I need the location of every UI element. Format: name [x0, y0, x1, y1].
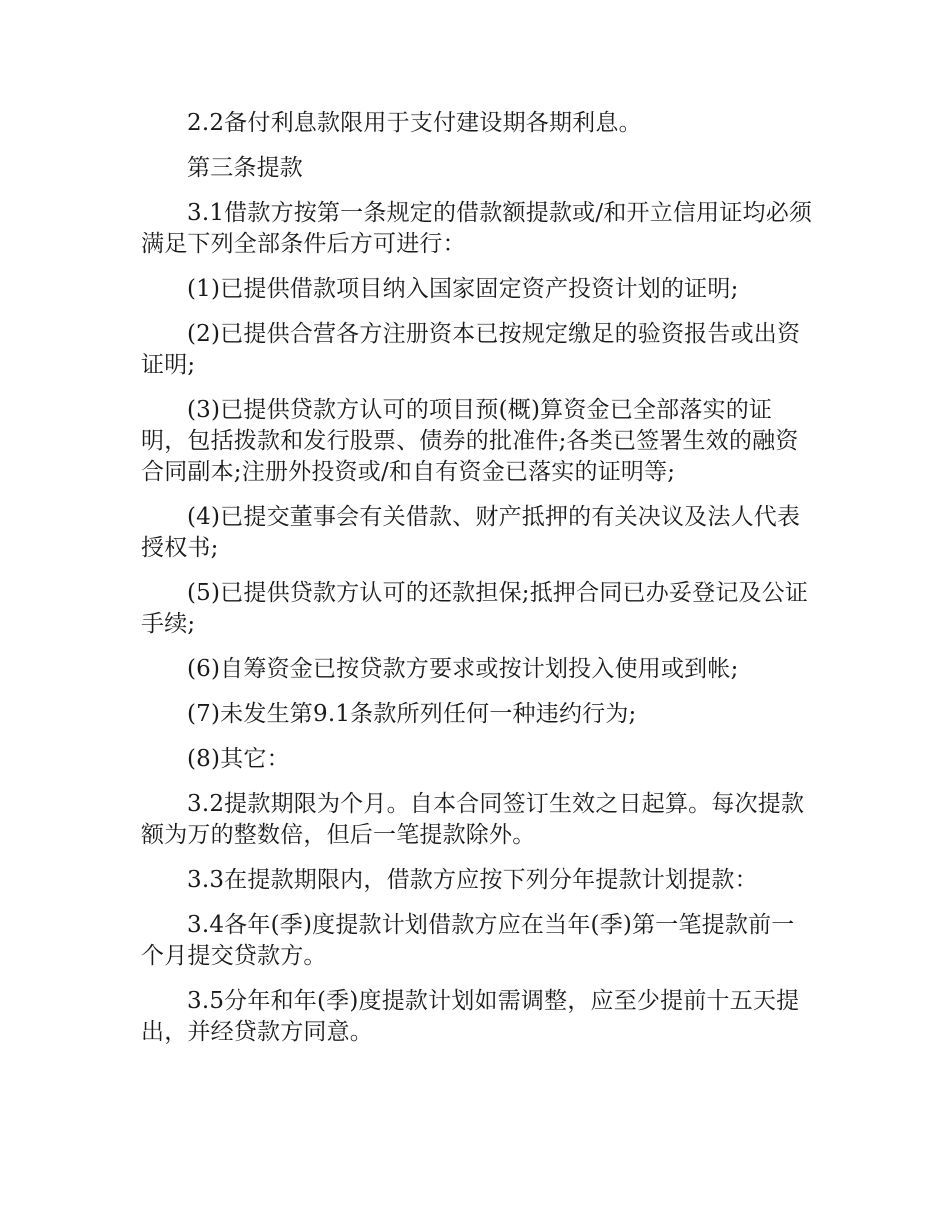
condition-item-7: (7)未发生第9.1条款所列任何一种违约行为; [187, 701, 637, 727]
paragraph-3-3: 3.3在提款期限内，借款方应按下列分年提款计划提款： [187, 867, 758, 893]
paragraph-3-1: 3.1借款方按第一条规定的借款额提款或/和开立信用证均必须满足下列全部条件后方可进行： [141, 200, 813, 257]
paragraph-3-4: 3.4各年(季)度提款计划借款方应在当年(季)第一笔提款前一个月提交贷款方。 [141, 912, 795, 969]
condition-item-1: (1)已提供借款项目纳入国家固定资产投资计划的证明; [187, 276, 739, 302]
heading-article-3: 第三条提款 [187, 155, 303, 181]
paragraph-3-5: 3.5分年和年(季)度提款计划如需调整，应至少提前十五天提出，并经贷款方同意。 [141, 988, 800, 1045]
condition-item-4: (4)已提交董事会有关借款、财产抵押的有关决议及法人代表授权书; [141, 504, 801, 561]
condition-item-2: (2)已提供合营各方注册资本已按规定缴足的验资报告或出资证明; [141, 321, 801, 378]
condition-item-5: (5)已提供贷款方认可的还款担保;抵押合同已办妥登记及公证手续; [141, 580, 809, 637]
condition-item-3: (3)已提供贷款方认可的项目预(概)算资金已全部落实的证明，包括拨款和发行股票、债券的批准件;各类已签署生效的融资合同副本;注册外投资或/和自有资金已落实的证明等; [141, 397, 799, 485]
paragraph-3-2: 3.2提款期限为个月。自本合同签订生效之日起算。每次提款额为万的整数倍，但后一笔提款除外。 [141, 791, 805, 848]
condition-item-8: (8)其它： [187, 746, 290, 772]
document-body [141, 108, 813, 1062]
condition-item-6: (6)自筹资金已按贷款方要求或按计划投入使用或到帐; [187, 656, 739, 682]
paragraph-2-2: 2.2备付利息款限用于支付建设期各期利息。 [187, 110, 642, 136]
